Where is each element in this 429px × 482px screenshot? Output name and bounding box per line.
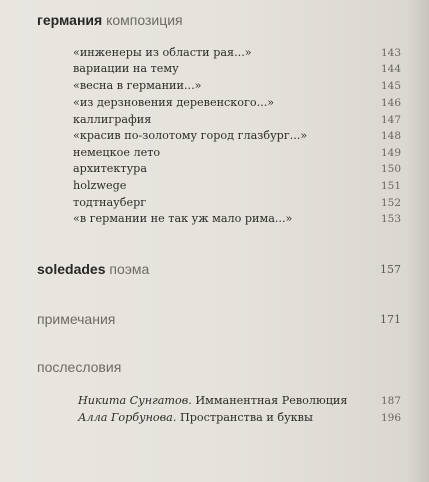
page-number: 157 [380, 263, 401, 276]
toc-entry[interactable]: holzwege [73, 179, 127, 192]
author-name: Никита Сунгатов. [78, 394, 192, 407]
section-heading-germany [37, 12, 183, 28]
author-name: Алла Горбунова. [78, 411, 177, 424]
page-number: 171 [380, 313, 401, 326]
page-number: 152 [380, 197, 401, 209]
page-number: 151 [380, 180, 401, 192]
toc-entry[interactable]: «инженеры из области рая...» [73, 46, 252, 59]
essay-title: Пространства и буквы [176, 411, 313, 424]
afterword-entry[interactable] [78, 394, 347, 407]
page-number: 148 [380, 130, 401, 142]
essay-title: Имманентная Революция [191, 394, 348, 407]
page-number: 150 [380, 163, 401, 175]
section-title: примечания [37, 311, 116, 327]
page-number: 145 [380, 80, 401, 92]
section-heading-notes[interactable] [37, 311, 115, 327]
section-title: послесловия [37, 359, 122, 375]
toc-entry[interactable]: вариации на тему [73, 62, 179, 75]
section-subtitle: поэма [109, 261, 150, 277]
toc-entry[interactable]: немецкое лето [73, 146, 161, 159]
page-number: 196 [380, 412, 401, 424]
toc-entry[interactable]: архитектура [73, 162, 148, 175]
page-number: 147 [380, 114, 401, 126]
section-title-bold: германия [37, 12, 103, 28]
page-number: 143 [380, 47, 401, 59]
page-edge-shadow [407, 0, 429, 482]
page-number: 149 [380, 147, 401, 159]
page-number: 187 [380, 395, 401, 407]
toc-entry[interactable]: «из дерзновения деревенского...» [73, 96, 275, 109]
toc-entry[interactable]: «красив по-золотому город глазбург...» [73, 129, 308, 142]
toc-entry[interactable]: «весна в германии...» [73, 79, 202, 92]
page-number: 144 [380, 63, 401, 75]
page-number: 146 [380, 97, 401, 109]
toc-entry[interactable]: каллиграфия [73, 113, 152, 126]
section-title-bold: soledades [37, 261, 106, 277]
toc-entry[interactable]: «в германии не так уж мало рима...» [73, 212, 293, 225]
page-number: 153 [380, 213, 401, 225]
afterword-entry[interactable] [78, 411, 313, 424]
toc-entry[interactable]: тодтнауберг [73, 196, 147, 209]
section-heading-soledades[interactable] [37, 261, 149, 277]
section-subtitle: композиция [106, 12, 183, 28]
section-heading-afterword [37, 359, 121, 375]
